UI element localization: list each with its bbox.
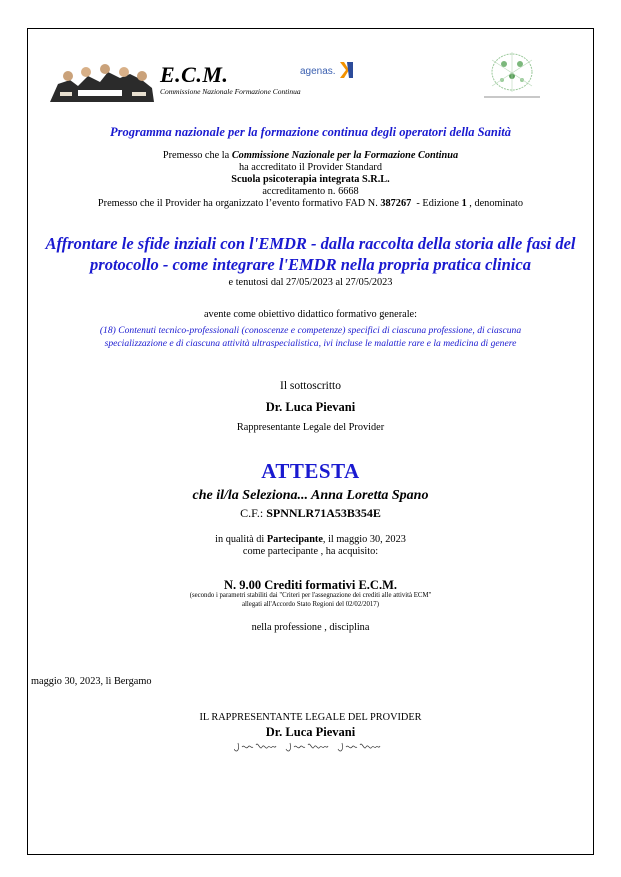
event-dates: e tenutosi dal 27/05/2023 al 27/05/2023 xyxy=(228,277,393,288)
handwritten-signature xyxy=(234,739,392,755)
recipient-line: che il/la Seleziona... Anna Loretta Spano xyxy=(192,488,429,503)
premise-line-5 xyxy=(29,198,592,211)
participation-prefix: in qualità di xyxy=(215,534,267,545)
edition-number: 1 xyxy=(461,198,467,209)
signatory-role: Rappresentante Legale del Provider xyxy=(236,422,385,433)
participation-role: Partecipante xyxy=(266,534,323,545)
premise-suffix: , denominato xyxy=(466,198,524,209)
premise-prefix: Premesso che la xyxy=(162,150,232,161)
event-number: 387267 xyxy=(380,198,412,209)
ecm-people-logo xyxy=(48,62,156,104)
credits-profession: nella professione , disciplina xyxy=(251,622,370,633)
participation-suffix: , il maggio 30, 2023 xyxy=(322,534,406,545)
premise-line-1 xyxy=(29,150,592,163)
credits-note-1: (secondo i parametri stabiliti dai "Criteri per l'assegnazione dei crediti alle attività ECM" xyxy=(189,592,432,599)
cf-label: C.F.: xyxy=(240,506,267,520)
program-title: Programma nazionale per la formazione continua degli operatori della Sanità xyxy=(109,125,512,139)
participation-line-1 xyxy=(29,534,592,547)
footer-name: Dr. Luca Pievani xyxy=(265,725,356,739)
place-date: maggio 30, 2023, lì Bergamo xyxy=(31,676,152,687)
ecm-logo-text xyxy=(160,62,301,96)
accreditation-number: accreditamento n. 6668 xyxy=(262,186,359,197)
ecm-title: E.C.M. xyxy=(160,62,229,87)
objective-line-1: (18) Contenuti tecnico-professionali (conoscenze e competenze) specifici di ciascuna professione, di ciascuna xyxy=(99,325,522,336)
credits-title: N. 9.00 Crediti formativi E.C.M. xyxy=(223,578,397,592)
ecm-subtitle: Commissione Nazionale Formazione Continua xyxy=(160,87,301,96)
premise-event-prefix: Premesso che il Provider ha organizzato l’evento formativo FAD N. xyxy=(97,198,381,209)
objective-line-2: specializzazione e di ciascuna attività ultraspecialistica, ivi incluse le malattie rare e la medicina di genere xyxy=(104,337,517,349)
attesta-heading: ATTESTA xyxy=(261,459,360,483)
cf-value: SPNNLR71A53B354E xyxy=(266,506,381,520)
objective-text xyxy=(29,325,592,350)
event-title-line-2: protocollo - come integrare l'EMDR nella propria pratica clinica xyxy=(90,255,531,274)
participation-line-2: come partecipante , ha acquisito: xyxy=(242,546,379,557)
premise-edition-label: - Edizione xyxy=(411,198,462,209)
agenas-logo xyxy=(300,60,356,80)
signatory-name: Dr. Luca Pievani xyxy=(265,400,356,414)
credits-note-2: allegati all'Accordo Stato Regioni del 02/02/2017) xyxy=(242,601,379,608)
premise-line-2: ha accreditato il Provider Standard xyxy=(239,162,382,173)
agenas-label: agenas. xyxy=(300,66,336,77)
event-title xyxy=(29,233,592,275)
objective-intro: avente come obiettivo didattico formativo generale: xyxy=(203,309,417,320)
footer-title: IL RAPPRESENTANTE LEGALE DEL PROVIDER xyxy=(199,712,422,723)
provider-name: Scuola psicoterapia integrata S.R.L. xyxy=(231,174,390,185)
signatory-intro: Il sottoscritto xyxy=(279,380,341,392)
recipient-cf xyxy=(29,506,592,521)
event-title-line-1: Affrontare le sfide inziali con l'EMDR - dalla raccolta della storia alle fasi del xyxy=(45,234,576,253)
provider-logo xyxy=(478,50,546,102)
agenas-mark-icon xyxy=(338,60,356,80)
commission-name: Commissione Nazionale per la Formazione Continua xyxy=(231,150,459,161)
